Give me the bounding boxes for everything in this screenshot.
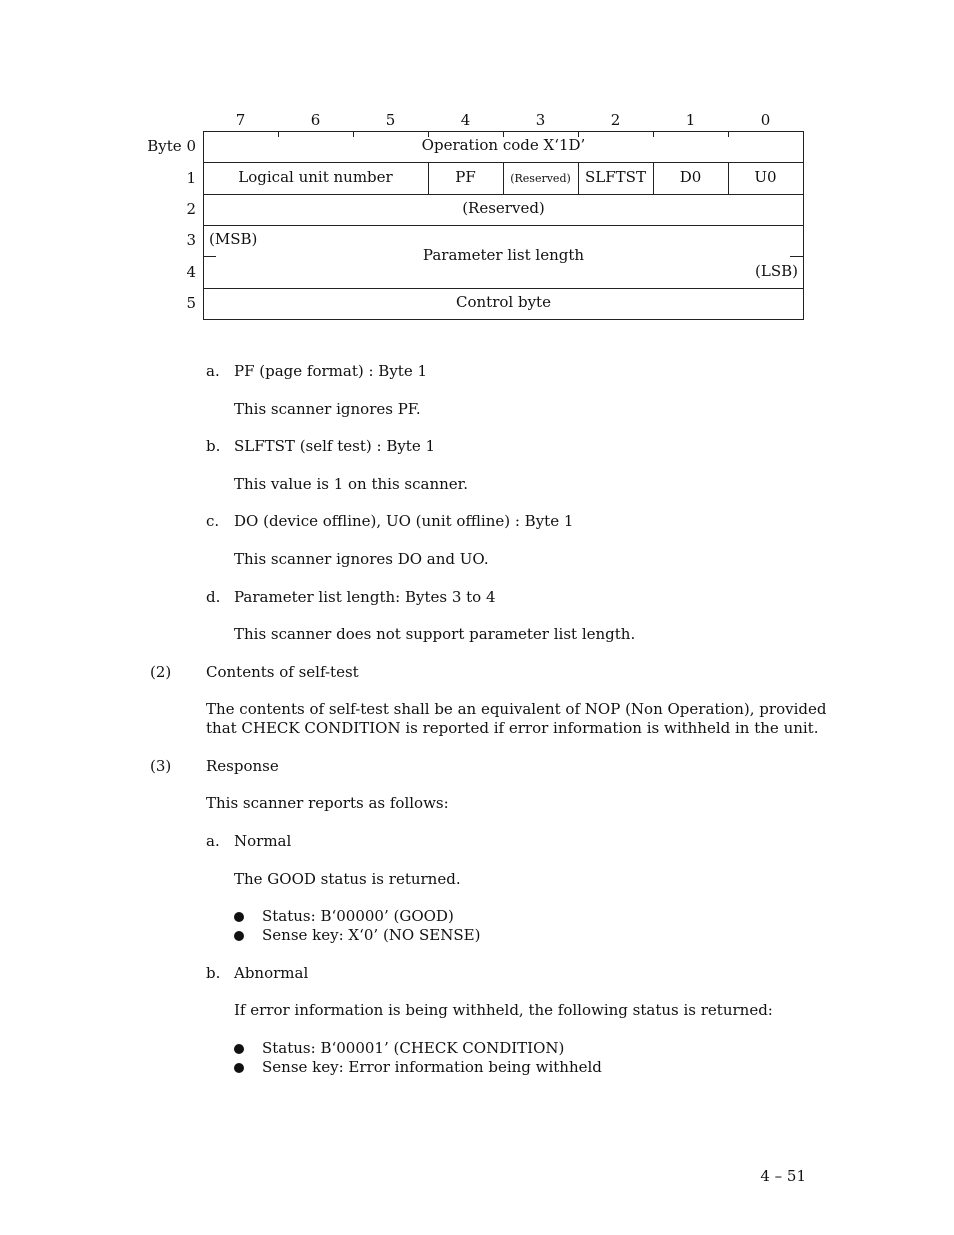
field-d-title: Parameter list length: Bytes 3 to 4 [234, 588, 496, 606]
byte1-pf: PF [455, 168, 476, 186]
field-a-letter: a. [206, 362, 220, 380]
bullet-icon [234, 931, 244, 941]
normal-body: The GOOD status is returned. [234, 870, 461, 888]
bit-3: 3 [535, 111, 546, 129]
bit-2: 2 [610, 111, 621, 129]
byte-label-1: 1 [186, 169, 196, 187]
section-2-number: (2) [150, 663, 172, 681]
field-c-title: DO (device offline), UO (unit offline) : Byte 1 [234, 512, 574, 530]
field-d-letter: d. [206, 588, 221, 606]
section-3-number: (3) [150, 757, 172, 775]
normal-letter: a. [206, 832, 220, 850]
parameter-list-length-cell: Parameter list length [422, 246, 585, 264]
bullet-icon [234, 912, 244, 922]
abnormal-title: Abnormal [234, 964, 309, 982]
field-b-letter: b. [206, 437, 221, 455]
field-d-body: This scanner does not support parameter list length. [234, 625, 636, 643]
row-divider [203, 194, 804, 195]
abnormal-letter: b. [206, 964, 221, 982]
table-border-bottom [203, 319, 804, 320]
bit-6: 6 [310, 111, 321, 129]
bullet-icon [234, 1063, 244, 1073]
section-2-body-line2: that CHECK CONDITION is reported if error information is withheld in the unit. [206, 719, 819, 737]
byte1-logical-unit: Logical unit number [238, 168, 393, 186]
bit-5: 5 [385, 111, 396, 129]
bit-7: 7 [235, 111, 246, 129]
field-c-letter: c. [206, 512, 220, 530]
field-b-body: This value is 1 on this scanner. [234, 475, 468, 493]
byte-label-0: Byte 0 [147, 137, 196, 155]
byte0-opcode: Operation code X‘1D’ [421, 136, 586, 154]
page-number: 4 – 51 [760, 1167, 806, 1185]
abnormal-body: If error information is being withheld, the following status is returned: [234, 1001, 773, 1019]
byte2-reserved: (Reserved) [462, 199, 545, 217]
byte-label-4: 4 [186, 263, 196, 281]
field-b-title: SLFTST (self test) : Byte 1 [234, 437, 436, 455]
bit-4: 4 [460, 111, 471, 129]
abnormal-bullet-sense-key: Sense key: Error information being withheld [262, 1058, 602, 1076]
field-a-body: This scanner ignores PF. [234, 400, 421, 418]
byte5-control: Control byte [456, 293, 551, 311]
byte1-u0: U0 [754, 168, 777, 186]
row-divider [203, 225, 804, 226]
bullet-icon [234, 1044, 244, 1054]
byte4-lsb: (LSB) [755, 262, 798, 280]
byte1-d0: D0 [679, 168, 702, 186]
bit-0: 0 [760, 111, 771, 129]
byte-label-2: 2 [186, 200, 196, 218]
byte-label-5: 5 [186, 294, 196, 312]
byte3-msb: (MSB) [209, 230, 258, 248]
section-3-intro: This scanner reports as follows: [206, 794, 449, 812]
command-descriptor-table [203, 131, 804, 320]
byte1-reserved: (Reserved) [510, 172, 571, 185]
normal-bullet-status: Status: B‘00000’ (GOOD) [262, 907, 454, 925]
bit-1: 1 [685, 111, 696, 129]
byte1-slftst: SLFTST [585, 168, 646, 186]
byte-label-3: 3 [186, 231, 196, 249]
normal-title: Normal [234, 832, 292, 850]
row-divider [203, 288, 804, 289]
field-a-title: PF (page format) : Byte 1 [234, 362, 428, 380]
section-2-title: Contents of self-test [206, 663, 359, 681]
section-2-body-line1: The contents of self-test shall be an equivalent of NOP (Non Operation), provided [206, 700, 827, 718]
normal-bullet-sense-key: Sense key: X‘0’ (NO SENSE) [262, 926, 481, 944]
section-3-title: Response [206, 757, 279, 775]
field-c-body: This scanner ignores DO and UO. [234, 550, 489, 568]
abnormal-bullet-status: Status: B‘00001’ (CHECK CONDITION) [262, 1039, 565, 1057]
